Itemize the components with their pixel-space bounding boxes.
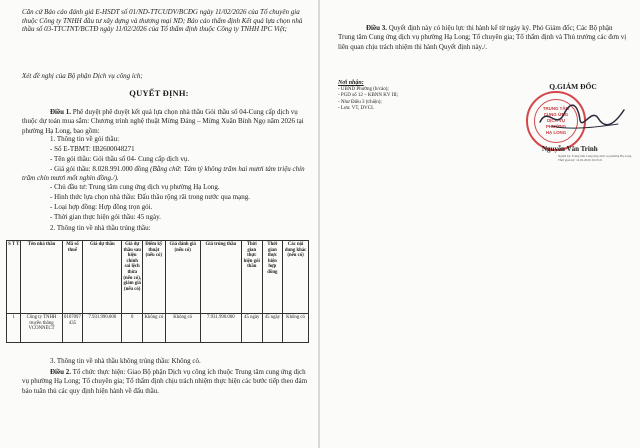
seal-line: CUNG ỨNG — [543, 112, 569, 117]
package-price — [22, 165, 308, 184]
article-3-text: Quyết định này có hiệu lực thi hành kể từ ngày ký. Phó Giám đốc; Các Bộ phận Trung tâm Cung ứng dịch vụ phường Hạ Long; Tổ chuyên gia; Tổ thẩm định và Thủ trưởng các đơn vị liên quan chịu trách nhiệm thi hành Quyết định này./. — [338, 24, 627, 51]
article-2 — [22, 368, 308, 396]
winning-bidder-table — [6, 240, 309, 343]
cell-adjusted-price: 0 — [122, 314, 143, 343]
article-1 — [22, 108, 308, 136]
recipients-heading: Nơi nhận: — [338, 80, 364, 86]
col-header-technical-score: Điểm kỹ thuật (nếu có) — [143, 241, 166, 314]
col-header-adjusted-price: Giá dự thầu sau hiệu chỉnh sai lệch thừa (nếu có), giảm giá (nếu có) — [122, 241, 143, 314]
table-header-row — [7, 241, 309, 314]
selection-form: - Hình thức lựa chọn nhà thầu: Đấu thầu rộng rãi trong nước qua mạng. — [50, 193, 250, 201]
article-3 — [338, 24, 630, 52]
cell-technical-score: Không có — [143, 314, 166, 343]
seal-line: TRUNG TÂM — [542, 106, 570, 111]
recipient-item: - Lưu: VT, DVCI. — [338, 106, 374, 112]
tbmt-number: - Số E-TBMT: IB2600048271 — [50, 145, 135, 153]
col-header-bidder-name: Tên nhà thầu — [21, 241, 62, 314]
package-duration: - Thời gian thực hiện gói thầu: 45 ngày. — [50, 213, 161, 221]
digital-signature-note — [558, 154, 638, 162]
col-header-tax-code: Mã số thuế — [62, 241, 83, 314]
cell-bidder-name: Công ty TNHH truyền thông VCONNECT — [21, 314, 62, 343]
col-header-stt: S T T — [7, 241, 21, 314]
col-header-package-time: Thời gian thực hiện gói thầu — [241, 241, 262, 314]
cell-bid-price: 7.931.990.000 — [83, 314, 122, 343]
preamble-proposal: Xét đề nghị của Bộ phận Dịch vụ công ích; — [22, 72, 143, 80]
col-header-winning-price: Giá trúng thầu — [200, 241, 241, 314]
decision-title: QUYẾT ĐỊNH: — [129, 88, 189, 98]
cell-winning-price: 7.931.990.000 — [200, 314, 241, 343]
signature-title: Q.GIÁM ĐỐC — [549, 82, 597, 91]
digital-signature-line: Thời gian ký: 12.02.2026 10:45:21 — [558, 158, 603, 162]
article-1-text: Phê duyệt phê duyệt kết quả lựa chọn nhà thầu Gói thầu số 04-Cung cấp dịch vụ thuộc dự toán mua sắm: Chương trình nghệ thuật Mừng Đảng – Mừng Xuân Bính Ngọ năm 2026 tại phường Hạ Long, bao gồm: — [22, 108, 304, 135]
article-2-lead: Điều 2. — [50, 368, 71, 376]
package-price-value: - Giá gói thầu: 8.028.991.000 đồng — [50, 165, 151, 173]
cell-tax-code: 0107097435 — [62, 314, 83, 343]
cell-evaluated-price: Không có — [165, 314, 200, 343]
document-page-left — [0, 0, 318, 448]
cell-contract-time: 45 ngày — [262, 314, 283, 343]
recipient-item: - Như Điều 3 (t/hiện); — [338, 99, 382, 105]
investor: - Chủ đầu tư: Trung tâm cung ứng dịch vụ phường Hạ Long. — [50, 183, 220, 191]
col-header-other: Các nội dung khác (nếu có) — [283, 241, 309, 314]
cell-package-time: 45 ngày — [241, 314, 262, 343]
contract-type: - Loại hợp đồng: Hợp đồng trọn gói. — [50, 203, 153, 211]
article-3-lead: Điều 3. — [366, 24, 387, 32]
signer-name: Nguyễn Văn Trinh — [542, 145, 598, 153]
cell-stt: 1 — [7, 314, 21, 343]
digital-signature-line: Người ký: Trung tâm Cung ứng dịch vụ phường Hạ Long — [558, 154, 632, 158]
article-1-lead: Điều 1. — [50, 108, 71, 116]
recipient-item: - PGD số 12 – KBNN KV III; — [338, 93, 399, 99]
section-2-heading: 2. Thông tin về nhà thầu trúng thầu: — [50, 224, 151, 232]
handwritten-signature — [534, 100, 630, 136]
section-3: 3. Thông tin về nhà thầu không trúng thầu: Không có. — [50, 357, 201, 365]
section-1-heading: 1. Thông tin về gói thầu: — [50, 135, 120, 143]
cell-other: Không có — [283, 314, 309, 343]
recipients-block — [338, 80, 448, 113]
table-row — [7, 314, 309, 343]
preamble-basis: Căn cứ Báo cáo đánh giá E-HSDT số 01/ND-TTCUDV/BCĐG ngày 11/02/2026 của Tổ chuyên gia thuộc Công ty TNHH đầu tư xây dựng và thương mại ND; Báo cáo thẩm định Kết quả lựa chọn nhà thầu số 03-TTCTNT/BCTĐ ngày 11/02/2026 của Tổ thẩm định thuộc Công ty TNHH IPC Việt; — [22, 8, 303, 34]
article-2-text: Tổ chức thực hiện: Giao Bộ phận Dịch vụ công ích thuộc Trung tâm cung ứng dịch vụ phường Hạ Long; Tổ chuyên gia; Tổ thẩm định chịu trách nhiệm thực hiện các bước tiếp theo đảm bảo tuân thủ các quy định hiện hành về đấu thầu. — [22, 368, 308, 395]
package-price-words: (Bằng chữ: Tám tỷ không trăm hai mươi tám triệu chín trăm chín mươi mốt nghìn đồng./). — [22, 165, 305, 183]
recipient-item: - UBND Phường (b/cáo); — [338, 86, 389, 92]
col-header-bid-price: Giá dự thầu — [83, 241, 122, 314]
col-header-contract-time: Thời gian thực hiện hợp đồng — [262, 241, 283, 314]
document-page-right — [320, 0, 640, 448]
package-name: - Tên gói thầu: Gói thầu số 04- Cung cấp dịch vụ. — [50, 155, 190, 163]
seal-line: HẠ LONG — [545, 130, 567, 135]
seal-line: PHƯỜNG — [545, 124, 567, 129]
col-header-evaluated-price: Giá đánh giá (nếu có) — [165, 241, 200, 314]
seal-line: DỊCH VỤ — [546, 118, 566, 123]
